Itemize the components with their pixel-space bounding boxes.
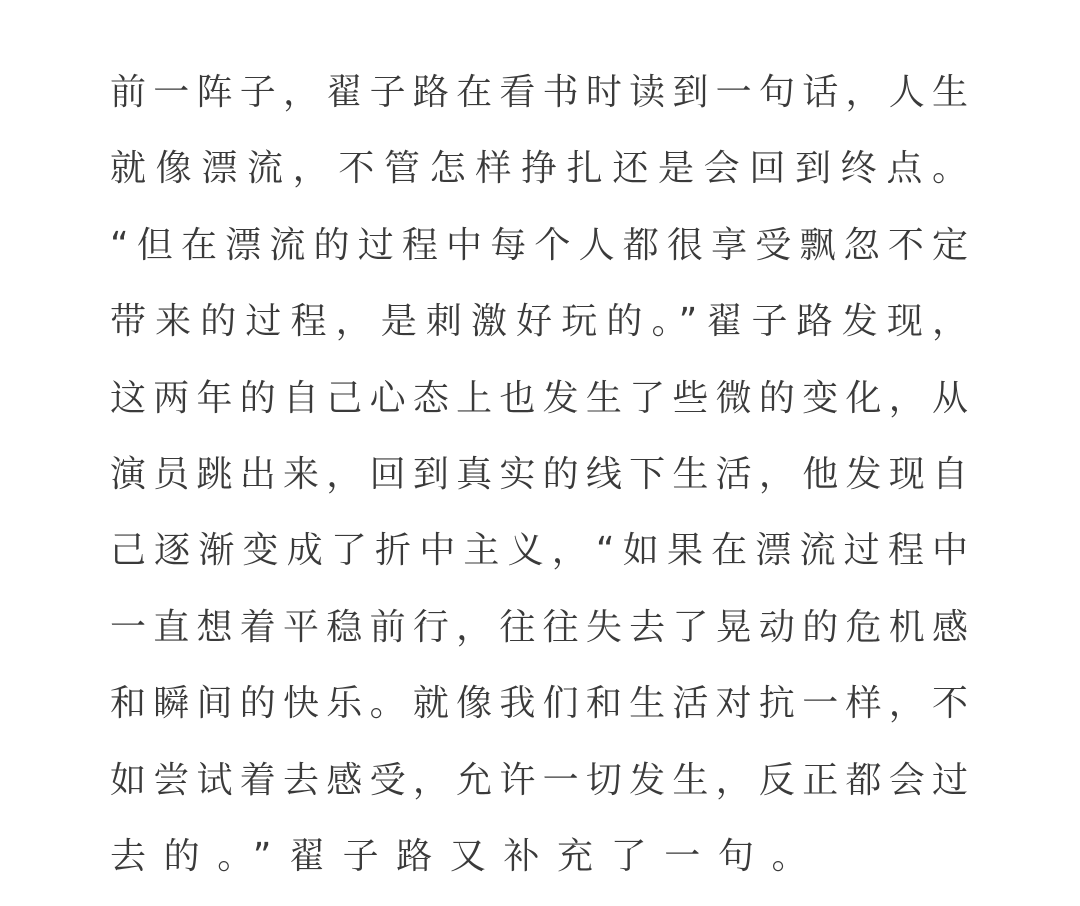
paragraph-line: 和瞬间的快乐。就像我们和生活对抗一样，不 <box>110 683 970 725</box>
paragraph-line: 去的。”翟子路又补充了一句。 <box>110 835 826 877</box>
paragraph-line: 这两年的自己心态上也发生了些微的变化，从 <box>110 377 970 419</box>
paragraph-line: 前一阵子，翟子路在看书时读到一句话，人生 <box>110 72 970 113</box>
paragraph-line: 演员跳出来，回到真实的线下生活，他发现自 <box>110 453 970 495</box>
paragraph-line: 如尝试着去感受，允许一切发生，反正都会过 <box>110 759 970 801</box>
article-body <box>110 55 970 895</box>
paragraph-line: 己逐渐变成了折中主义，“如果在漂流过程中 <box>110 530 970 572</box>
paragraph-line: 带来的过程，是刺激好玩的。”翟子路发现， <box>110 301 970 343</box>
paragraph-line: 一直想着平稳前行，往往失去了晃动的危机感 <box>110 606 970 648</box>
paragraph-line: “但在漂流的过程中每个人都很享受飘忽不定 <box>110 224 970 266</box>
paragraph-line: 就像漂流，不管怎样挣扎还是会回到终点。 <box>110 148 970 190</box>
